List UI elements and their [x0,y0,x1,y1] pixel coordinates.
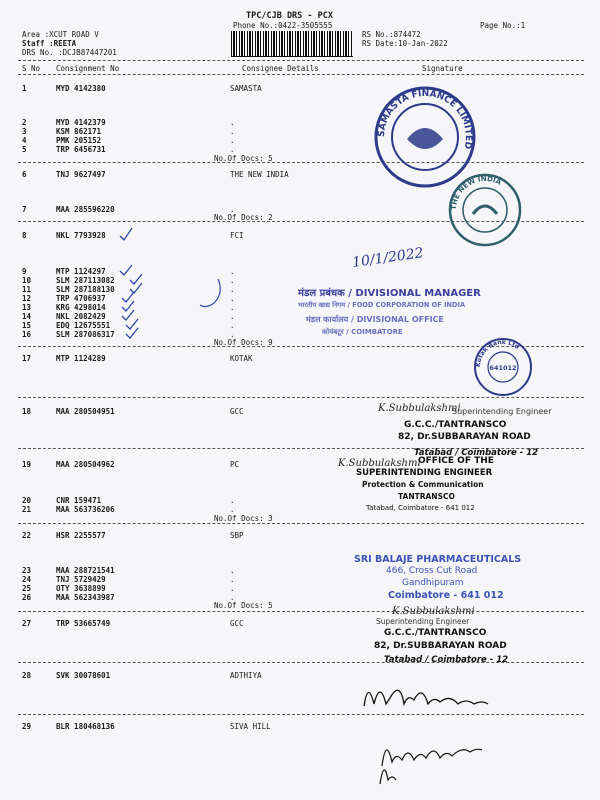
signature-siva-hill [378,726,498,786]
row-serial-number: 2 [22,118,27,127]
document-title: TPC/CJB DRS - PCX [246,11,333,21]
check-icon [120,265,132,275]
row-consignment-number: TRP 4706937 [56,294,106,303]
row-consignment-number: MAA 562343987 [56,593,115,602]
divider [18,74,584,75]
row-serial-number: 6 [22,170,27,179]
row-consignee: . [230,303,235,312]
checkmarks [118,226,158,346]
row-consignment-number: NKL 2082429 [56,312,106,321]
fci-stamp-line: मंडल कार्यालय / DIVISIONAL OFFICE [306,315,444,324]
row-consignment-number: SLM 287188130 [56,285,115,294]
samasta-stamp-text: SAMASTA FINANCE LIMITED [376,88,474,150]
svg-text:THE NEW INDIA [450,175,503,210]
row-consignee: GCC [230,407,244,416]
gcc2-stamp-line: G.C.C./TANTRANSCO [384,628,487,638]
row-consignment-number: MAA 285596220 [56,205,115,214]
row-serial-number: 4 [22,136,27,145]
row-consignee: . [230,294,235,303]
row-consignee: . [230,505,235,514]
row-serial-number: 29 [22,722,32,731]
no-of-docs: No.Of Docs: 9 [214,338,273,347]
row-consignee: SIVA HILL [230,722,271,731]
no-of-docs: No.Of Docs: 5 [214,154,273,163]
check-icon [126,328,138,338]
check-icon [122,301,134,311]
row-consignment-number: PMK 205152 [56,136,102,145]
gcc-stamp-line: 82, Dr.SUBBARAYAN ROAD [398,432,531,442]
row-consignee: SBP [230,531,244,540]
row-consignee: . [230,205,235,214]
fci-handwritten-date: 10/1/2022 [351,245,425,271]
row-consignment-number: SLM 287086317 [56,330,115,339]
row-serial-number: 19 [22,460,32,469]
row-consignment-number: MTP 1124297 [56,267,106,276]
row-consignee: THE NEW INDIA [230,170,289,179]
page-number: Page No.:1 [480,21,526,30]
divider [18,162,584,163]
gcc-stamp-line: Superintending Engineer [452,407,552,416]
row-serial-number: 20 [22,496,32,505]
pc-stamp-line: Tatabad, Coimbatore - 641 012 [366,504,475,512]
row-serial-number: 23 [22,566,32,575]
row-serial-number: 25 [22,584,32,593]
row-consignment-number: NKL 7793928 [56,231,106,240]
row-consignment-number: EDQ 12675551 [56,321,111,330]
pc-stamp-line: OFFICE OF THE [418,456,494,466]
check-icon [122,292,134,302]
row-consignment-number: MAA 280504951 [56,407,115,416]
column-sno: S No [22,64,41,73]
row-consignment-number: CNR 159471 [56,496,102,505]
row-consignee: . [230,321,235,330]
no-of-docs: No.Of Docs: 2 [214,213,273,222]
barcode [231,31,353,57]
row-consignee: ADTHIYA [230,671,262,680]
row-consignee: . [230,566,235,575]
row-serial-number: 27 [22,619,32,628]
row-consignment-number: MAA 563736206 [56,505,115,514]
gcc2-stamp-line: Tatabad / Coimbatore - 12 [384,655,509,665]
row-serial-number: 7 [22,205,27,214]
row-consignment-number: TNJ 9627497 [56,170,106,179]
row-serial-number: 12 [22,294,32,303]
row-consignee: . [230,136,235,145]
sbp-stamp-line: SRI BALAJE PHARMACEUTICALS [354,554,522,565]
row-serial-number: 28 [22,671,32,680]
row-consignment-number: TNJ 5729429 [56,575,106,584]
row-serial-number: 21 [22,505,32,514]
pc-stamp-line: Protection & Communication [362,480,484,489]
divider [18,60,584,61]
row-serial-number: 13 [22,303,32,312]
row-consignment-number: HSR 2255577 [56,531,106,540]
pc-stamp-line: TANTRANSCO [398,492,455,501]
check-icon [130,274,142,284]
row-consignment-number: TRP 53665749 [56,619,111,628]
new-india-stamp [447,172,523,248]
new-india-stamp-text: THE NEW INDIA [449,174,503,211]
row-consignment-number: BLR 180468136 [56,722,115,731]
row-consignee: . [230,145,235,154]
kotak-stamp [472,336,534,398]
row-serial-number: 1 [22,84,27,93]
no-of-docs: No.Of Docs: 3 [214,514,273,523]
check-icon [122,310,134,320]
divider [18,611,584,612]
row-consignee: . [230,575,235,584]
row-consignment-number: MAA 280504962 [56,460,115,469]
column-consignment: Consignment No [56,64,120,73]
check-icon [120,228,132,240]
pen-scribble [196,275,226,315]
row-serial-number: 26 [22,593,32,602]
row-consignee: FCI [230,231,244,240]
row-consignee: . [230,312,235,321]
column-signature: Signature [422,64,463,73]
kotak-stamp-text: Kotak Bank Ltd [474,338,521,368]
row-consignee: . [230,276,235,285]
row-consignment-number: TRP 6456731 [56,145,106,154]
sbp-stamp-line: Gandhipuram [402,578,464,588]
fci-stamp-line: मंडल प्रबंधक / DIVISIONAL MANAGER [298,288,481,299]
row-consignment-number: SVK 30078601 [56,671,111,680]
sbp-stamp-line: Coimbatore - 641 012 [388,590,504,601]
fci-stamp-line: भारतीय खाद्य निगम / FOOD CORPORATION OF INDIA [298,301,466,309]
no-of-docs: No.Of Docs: 5 [214,601,273,610]
row-consignee: . [230,496,235,505]
kotak-stamp-code: 641012 [489,364,517,372]
row-consignment-number: MAA 288721541 [56,566,115,575]
phone-number: Phone No.:0422-3505555 [233,21,333,30]
row-consignment-number: MTP 1124289 [56,354,106,363]
row-consignee: GCC [230,619,244,628]
row-consignment-number: KRG 4298014 [56,303,106,312]
row-serial-number: 22 [22,531,32,540]
row-serial-number: 15 [22,321,32,330]
staff-label: Staff :REETA [22,39,77,48]
area-label: Area :XCUT ROAD V [22,30,99,39]
row-serial-number: 17 [22,354,32,363]
row-serial-number: 10 [22,276,32,285]
row-consignee: . [230,267,235,276]
row-consignment-number: SLM 287113082 [56,276,115,285]
signature-pc: K.Subbulakshmi [338,458,421,469]
check-icon [126,319,138,329]
rs-number: RS No.:874472 [362,30,421,39]
row-serial-number: 11 [22,285,32,294]
gcc-stamp-line: G.C.C./TANTRANSCO [404,420,507,430]
sbp-stamp-line: 466, Cross Cut Road [386,566,478,576]
row-consignee: . [230,330,235,339]
row-serial-number: 16 [22,330,32,339]
row-consignee: PC [230,460,240,469]
row-serial-number: 18 [22,407,32,416]
row-consignment-number: KSM 862171 [56,127,102,136]
rs-date: RS Date:10-Jan-2022 [362,39,448,48]
gcc2-stamp-line: Superintending Engineer [376,617,470,626]
row-consignment-number: MYD 4142380 [56,84,106,93]
row-consignee: . [230,584,235,593]
signature-gcc-2: K.Subbulakshmi [392,606,475,617]
fci-stamp-line: कोयंबटूर / COIMBATORE [322,328,403,336]
gcc-stamp-line: Tatabad / Coimbatore - 12 [414,448,539,458]
row-consignee: . [230,127,235,136]
row-consignee: KOTAK [230,354,253,363]
row-serial-number: 9 [22,267,27,276]
row-serial-number: 3 [22,127,27,136]
row-consignee: . [230,285,235,294]
drs-number: DRS No. :DCJB87447201 [22,48,117,57]
signature-gcc: K.Subbulakshmi [378,403,461,414]
row-consignee: SAMASTA [230,84,262,93]
row-consignee: . [230,593,235,602]
gcc2-stamp-line: 82, Dr.SUBBARAYAN ROAD [374,641,507,651]
row-serial-number: 5 [22,145,27,154]
row-serial-number: 14 [22,312,32,321]
check-icon [130,283,142,293]
row-consignment-number: MYD 4142379 [56,118,106,127]
signature-adthiya [360,676,500,716]
column-consignee: Consignee Details [242,64,319,73]
pc-stamp-line: SUPERINTENDING ENGINEER [356,468,493,478]
row-serial-number: 24 [22,575,32,584]
row-consignment-number: OTY 3638899 [56,584,106,593]
row-serial-number: 8 [22,231,27,240]
divider [18,523,584,524]
row-consignee: . [230,118,235,127]
